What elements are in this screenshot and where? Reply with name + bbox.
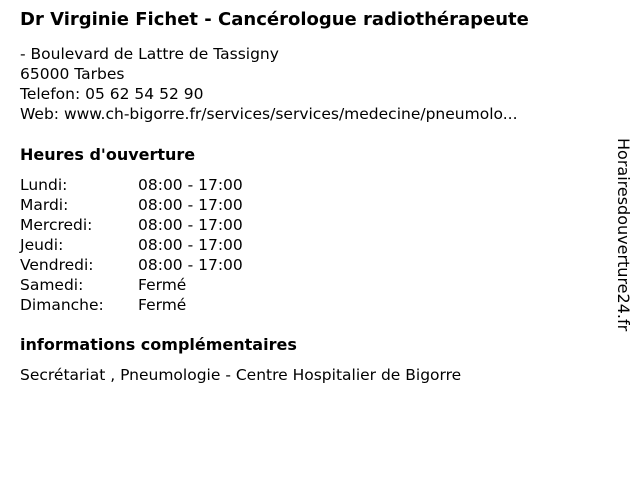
additional-info-text: Secrétariat , Pneumologie - Centre Hospitalier de Bigorre [20, 366, 462, 384]
day-label: Lundi: [20, 176, 68, 194]
opening-hours-heading: Heures d'ouverture [20, 145, 196, 164]
page-title: Dr Virginie Fichet - Cancérologue radiothérapeute [20, 9, 529, 30]
time-value: 08:00 - 17:00 [138, 196, 243, 214]
time-value: 08:00 - 17:00 [138, 176, 243, 194]
city: 65000 Tarbes [20, 65, 125, 83]
hours-row-sunday [20, 295, 243, 315]
hours-row-monday [20, 175, 243, 195]
day-label: Mardi: [20, 196, 69, 214]
time-value: 08:00 - 17:00 [138, 236, 243, 254]
day-label: Vendredi: [20, 256, 94, 274]
day-label: Samedi: [20, 276, 84, 294]
opening-hours-list [20, 175, 243, 315]
website-link[interactable]: Web: www.ch-bigorre.fr/services/services/medecine/pneumolo... [20, 105, 518, 123]
day-label: Dimanche: [20, 296, 104, 314]
time-value: Fermé [138, 296, 187, 314]
address-block [20, 44, 518, 124]
hours-row-thursday [20, 235, 243, 255]
additional-info-heading: informations complémentaires [20, 335, 297, 354]
hours-row-tuesday [20, 195, 243, 215]
street-address: - Boulevard de Lattre de Tassigny [20, 45, 279, 63]
hours-row-wednesday [20, 215, 243, 235]
time-value: 08:00 - 17:00 [138, 216, 243, 234]
hours-row-friday [20, 255, 243, 275]
day-label: Mercredi: [20, 216, 93, 234]
site-brand-vertical: Horairesdouverture24.fr [614, 138, 633, 332]
time-value: 08:00 - 17:00 [138, 256, 243, 274]
hours-row-saturday [20, 275, 243, 295]
time-value: Fermé [138, 276, 187, 294]
phone-number: Telefon: 05 62 54 52 90 [20, 85, 204, 103]
day-label: Jeudi: [20, 236, 64, 254]
